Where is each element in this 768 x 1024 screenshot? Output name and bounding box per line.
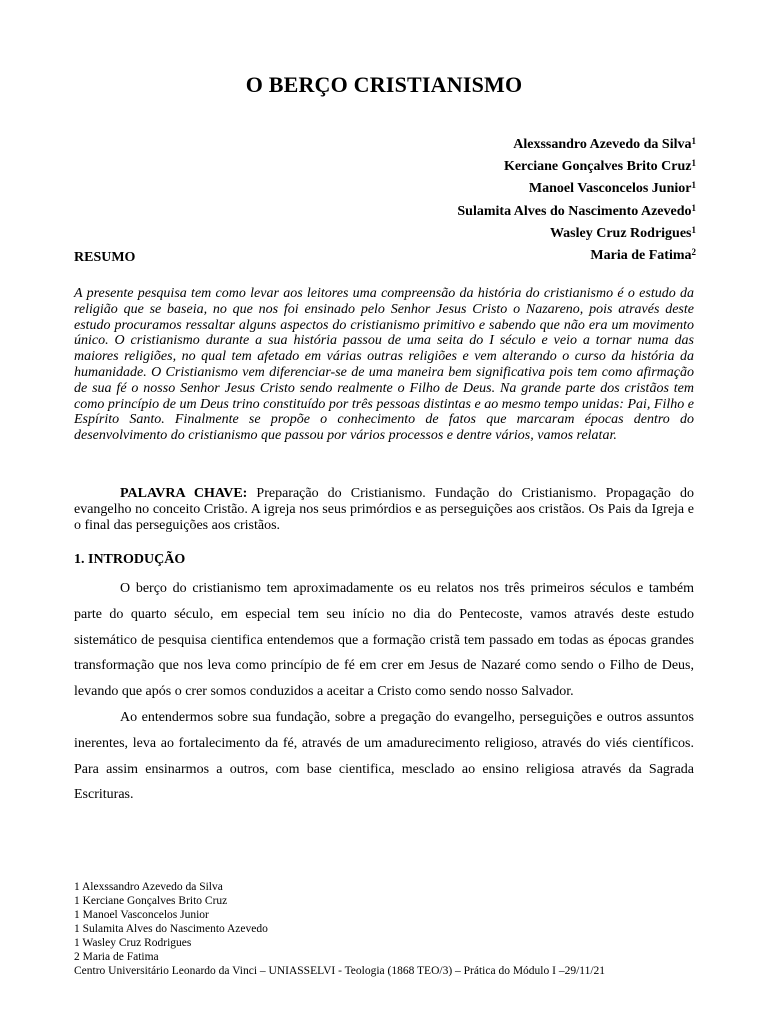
keywords-text: Preparação do Cristianismo. Fundação do Cristianismo. Propagação do evangelho no conceito Cristão. A igreja nos seus primórdios e as perseguições aos cristãos. Os Pais da Igreja e o final das perseguições aos cristãos.	[74, 486, 694, 533]
author-affiliation-mark: 1	[691, 224, 696, 235]
author-line	[457, 154, 696, 176]
author-line	[457, 132, 696, 154]
author-line	[457, 243, 696, 265]
institution-footer: Centro Universitário Leonardo da Vinci – UNIASSELVI - Teologia (1868 TEO/3) – Prática do Módulo I –29/11/21	[74, 965, 606, 977]
author-name: Kerciane Gonçalves Brito Cruz	[503, 159, 692, 175]
footnote-line: 1 Alexssandro Azevedo da Silva	[74, 881, 223, 893]
keywords-label: PALAVRA CHAVE:	[120, 486, 248, 501]
author-name: Sulamita Alves do Nascimento Azevedo	[457, 203, 692, 219]
author-affiliation-mark: 1	[691, 136, 696, 146]
author-list	[457, 132, 696, 265]
introduction-paragraph: O berço do cristianismo tem aproximadamente os eu relatos nos três primeiros séculos e também parte do quarto século, em especial tem seu início no dia do Pentecoste, vamos através deste estudo sistemático de pesquisa cientifica entendemos que a formação cristã tem passado em todas as épocas grandes transformação que nos leva como princípio de fé em crer em Jesus de Nazaré como sendo o Filho de Deus, levando que após o crer somos conduzidos a aceitar a Cristo como sendo nosso Salvador.	[74, 581, 694, 700]
footnote-line: 1 Wasley Cruz Rodrigues	[74, 937, 192, 949]
introduction-body	[74, 576, 694, 808]
document-title: O BERÇO CRISTIANISMO	[245, 72, 523, 97]
footnote-line: 1 Kerciane Gonçalves Brito Cruz	[74, 895, 228, 907]
author-line	[457, 199, 696, 221]
keywords-paragraph	[74, 486, 694, 533]
introduction-paragraph: Ao entendermos sobre sua fundação, sobre a pregação do evangelho, perseguições e outros assuntos inerentes, leva ao fortalecimento da fé, através de um amadurecimento religioso, através do viés científicos. Para assim ensinarmos a outros, com base cientifica, mesclado ao ensino religiosa através da Sagrada Escrituras.	[74, 709, 694, 803]
footnote-line: 1 Sulamita Alves do Nascimento Azevedo	[74, 923, 268, 935]
footnotes	[74, 880, 605, 978]
author-affiliation-mark: 1	[691, 180, 696, 191]
abstract-text: A presente pesquisa tem como levar aos leitores uma compreensão da história do cristianismo é o estudo da religião que se baseia, no que nos foi ensinado pelo Senhor Jesus Cristo o Nazareno, pois através deste estudo procuramos ressaltar alguns aspectos do cristianismo primitivo e sabendo que não era um movimento único. O cristianismo durante a sua história passou de uma seita do I século e veio a tornar numa das maiores religiões, no qual tem afetado em várias outras religiões e vem alterando o curso da história da humanidade. O Cristianismo vem diferenciar-se de uma maneira bem significativa pois tem como afirmação de sua fé o nosso Senhor Jesus Cristo sendo realmente o Filho de Deus. Na grande parte dos cristãos tem como princípio de um Deus trino constituído por três pessoas distintas e ao mesmo tempo unidas: Pai, Filho e Espírito Santo. Finalmente se propõe o conhecimento de fatos que marcaram épocas dentro do desenvolvimento do cristianismo que passou por vários processos e dentre vários, vamos relatar.	[74, 286, 694, 444]
resumo-heading: RESUMO	[74, 250, 136, 265]
footnote-line: 1 Manoel Vasconcelos Junior	[74, 909, 209, 921]
introduction-heading: 1. INTRODUÇÃO	[74, 552, 186, 567]
author-name: Alexssandro Azevedo da Silva	[513, 137, 692, 152]
author-name: Maria de Fatima	[590, 248, 692, 264]
author-line	[457, 176, 696, 198]
author-affiliation-mark: 1	[691, 158, 696, 169]
author-name: Manoel Vasconcelos Junior	[528, 181, 692, 197]
author-affiliation-mark: 1	[691, 202, 696, 213]
author-name: Wasley Cruz Rodrigues	[549, 225, 692, 241]
author-line	[457, 221, 696, 243]
author-affiliation-mark: 2	[691, 247, 696, 258]
footnote-line: 2 Maria de Fatima	[74, 951, 159, 963]
